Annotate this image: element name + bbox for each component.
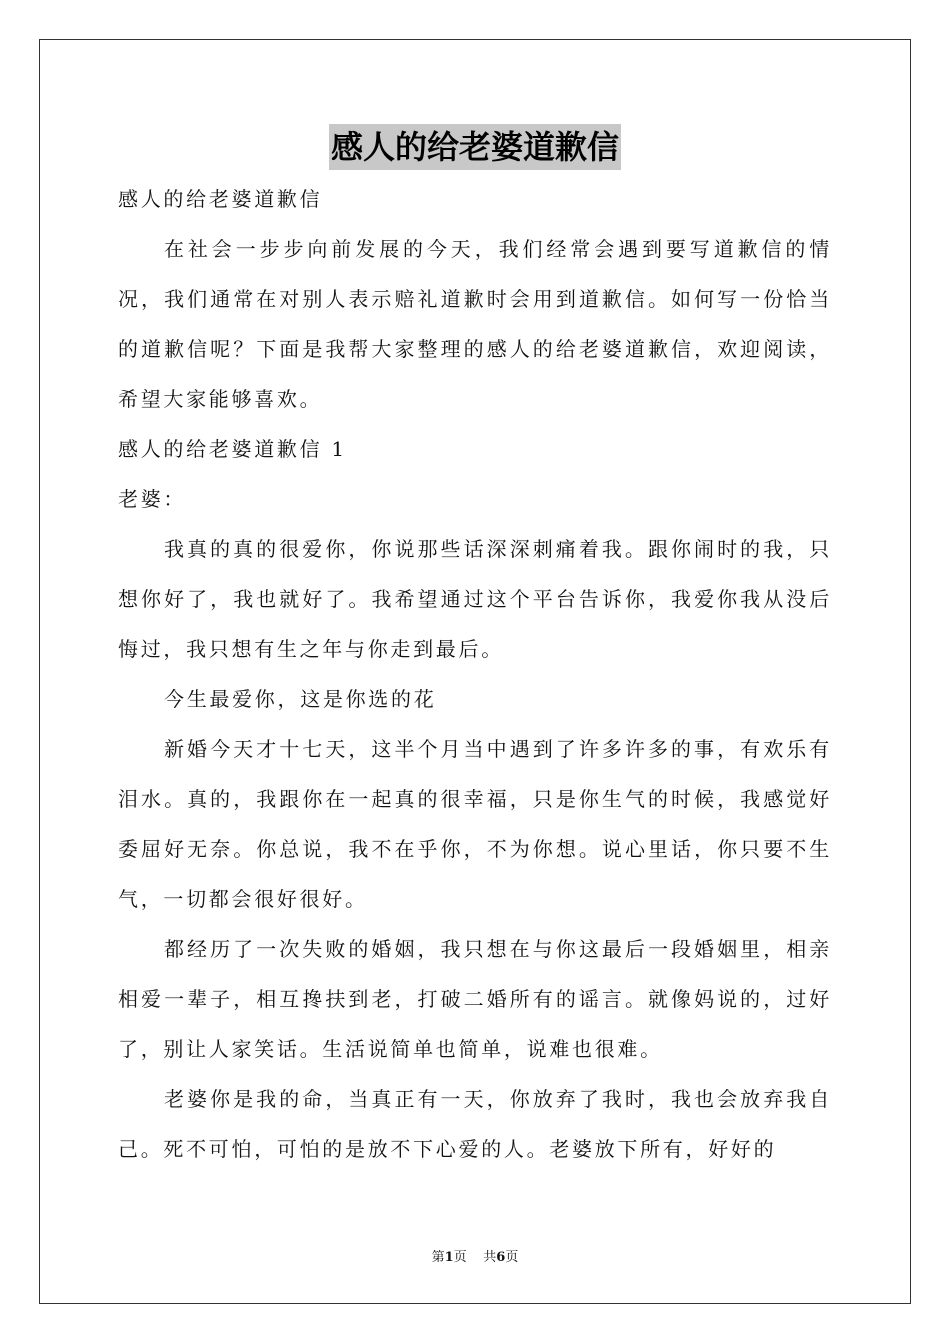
paragraph-subtitle: 感人的给老婆道歉信 (118, 187, 323, 211)
paragraph-body-3: 新婚今天才十七天，这半个月当中遇到了许多许多的事，有欢乐有泪水。真的，我跟你在一起真的很幸福，只是你生气的时候，我感觉好委屈好无奈。你总说，我不在乎你，不为你想。说心里话，你只要不生气，一切都会很好很好。 (118, 737, 832, 911)
page-footer (0, 1246, 950, 1265)
document-body (118, 174, 832, 1174)
paragraph-body-1: 我真的真的很爱你，你说那些话深深刺痛着我。跟你闹时的我，只想你好了，我也就好了。我希望通过这个平台告诉你，我爱你我从没后悔过，我只想有生之年与你走到最后。 (118, 537, 832, 661)
footer-page-suffix: 页 (453, 1250, 467, 1265)
footer-page-prefix: 第 (431, 1250, 445, 1265)
footer-total-pages: 6 (496, 1250, 506, 1265)
title-container (0, 124, 950, 170)
document-title: 感人的给老婆道歉信 (329, 124, 621, 170)
paragraph-body-2: 今生最爱你，这是你选的花 (164, 687, 437, 711)
footer-total-suffix: 页 (505, 1250, 519, 1265)
paragraph-salutation: 老婆： (118, 487, 187, 511)
paragraph-section-heading: 感人的给老婆道歉信 1 (118, 437, 347, 461)
paragraph-body-5: 老婆你是我的命，当真正有一天，你放弃了我时，我也会放弃我自己。死不可怕，可怕的是放不下心爱的人。老婆放下所有，好好的 (118, 1087, 832, 1161)
footer-total-prefix: 共 (483, 1250, 497, 1265)
footer-page-number: 1 (444, 1250, 454, 1265)
paragraph-intro: 在社会一步步向前发展的今天，我们经常会遇到要写道歉信的情况，我们通常在对别人表示赔礼道歉时会用到道歉信。如何写一份恰当的道歉信呢？下面是我帮大家整理的感人的给老婆道歉信，欢迎阅读，希望大家能够喜欢。 (118, 237, 832, 411)
paragraph-body-4: 都经历了一次失败的婚姻，我只想在与你这最后一段婚姻里，相亲相爱一辈子，相互搀扶到老，打破二婚所有的谣言。就像妈说的，过好了，别让人家笑话。生活说简单也简单，说难也很难。 (118, 937, 832, 1061)
